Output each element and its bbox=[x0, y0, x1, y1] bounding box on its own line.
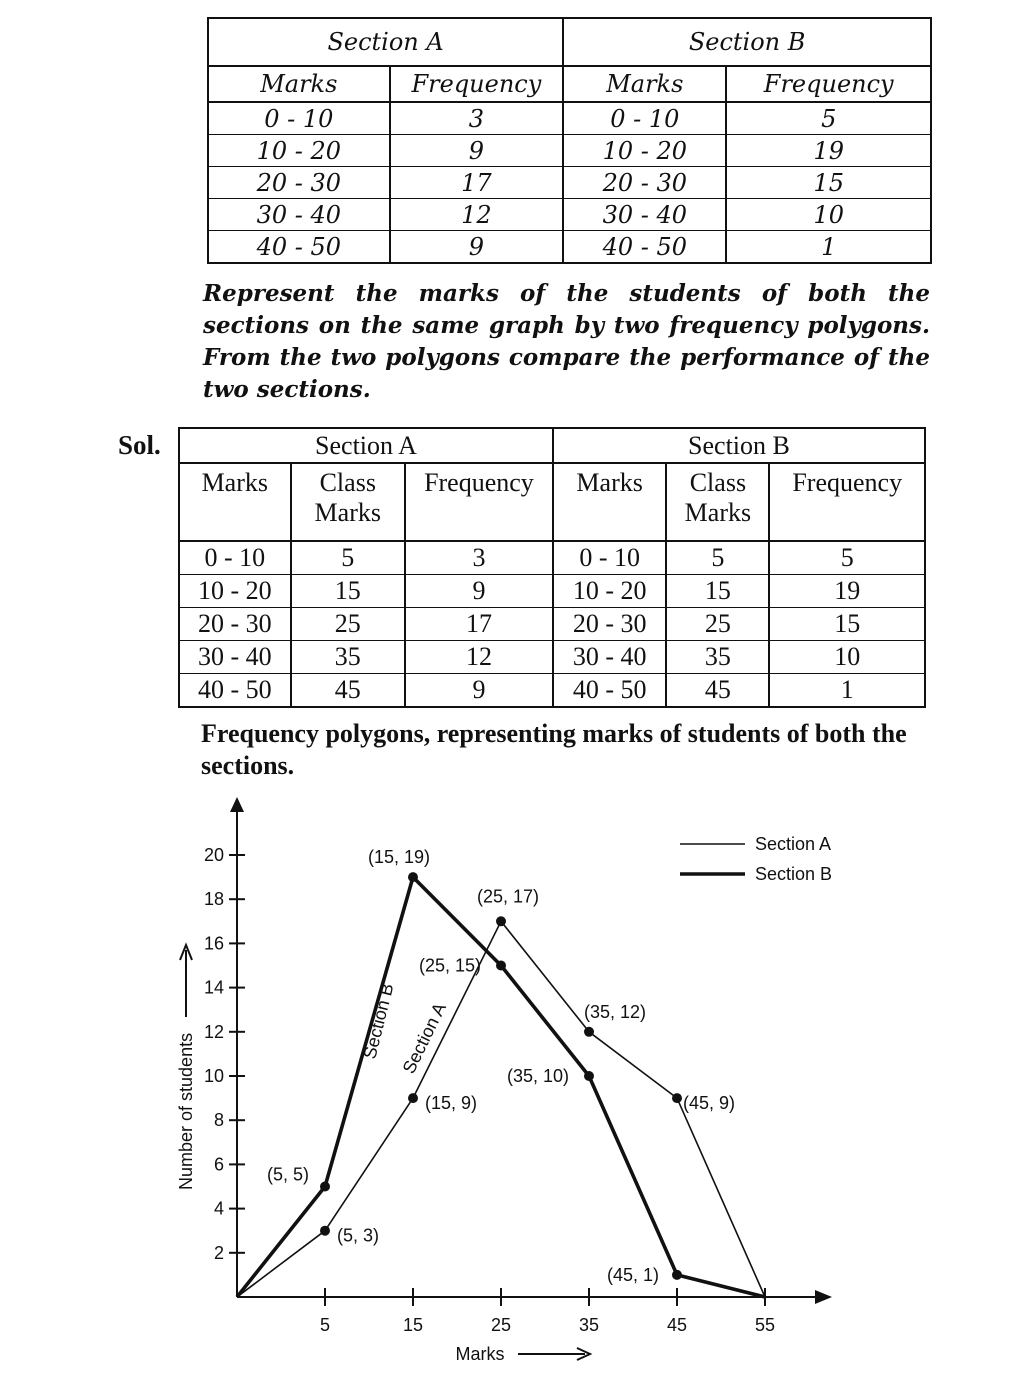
y-tick-label: 12 bbox=[203, 1021, 224, 1042]
section-a-header: Section A bbox=[179, 428, 553, 463]
table-cell: 45 bbox=[291, 674, 405, 708]
section-a-header: Section A bbox=[208, 18, 563, 66]
table-cell: 40 - 50 bbox=[208, 231, 390, 264]
y-axis-arrow-icon bbox=[230, 797, 244, 812]
data-point bbox=[320, 1226, 330, 1236]
data-label: (15, 9) bbox=[425, 1093, 478, 1114]
data-label: (25, 17) bbox=[477, 886, 540, 907]
data-point bbox=[584, 1071, 594, 1081]
data-point bbox=[672, 1270, 682, 1280]
table-cell: 5 bbox=[726, 102, 931, 135]
table-cell: 10 - 20 bbox=[553, 575, 666, 608]
table-cell: 10 - 20 bbox=[208, 135, 390, 167]
table-cell: 17 bbox=[390, 167, 564, 199]
y-tick-label: 18 bbox=[203, 889, 224, 910]
table-cell: 15 bbox=[291, 575, 405, 608]
y-tick-label: 2 bbox=[213, 1242, 224, 1263]
table-cell: 20 - 30 bbox=[179, 608, 291, 641]
table-cell: 40 - 50 bbox=[179, 674, 291, 708]
table-cell: 0 - 10 bbox=[179, 541, 291, 575]
table-cell: 30 - 40 bbox=[208, 199, 390, 231]
x-tick-label: 15 bbox=[402, 1315, 424, 1335]
column-header: Marks bbox=[563, 66, 726, 102]
data-point bbox=[584, 1027, 594, 1037]
column-header: Frequency bbox=[405, 463, 553, 541]
table-cell: 12 bbox=[405, 641, 553, 674]
x-axis-arrow-icon bbox=[815, 1290, 832, 1304]
column-header: Frequency bbox=[769, 463, 925, 541]
table-cell: 15 bbox=[769, 608, 925, 641]
table-cell: 9 bbox=[390, 231, 564, 264]
column-header: Class Marks bbox=[291, 463, 405, 541]
table-cell: 17 bbox=[405, 608, 553, 641]
table-cell: 0 - 10 bbox=[563, 102, 726, 135]
legend-label-section-b: Section B bbox=[755, 864, 833, 884]
table-cell: 20 - 30 bbox=[563, 167, 726, 199]
data-label: (35, 12) bbox=[584, 1001, 647, 1022]
table-cell: 9 bbox=[405, 575, 553, 608]
y-tick-label: 4 bbox=[213, 1198, 224, 1219]
x-label-arrow-icon bbox=[518, 1348, 590, 1360]
table-cell: 1 bbox=[726, 231, 931, 264]
x-tick-label: 5 bbox=[319, 1315, 331, 1335]
data-label: (5, 3) bbox=[337, 1225, 380, 1246]
table-cell: 15 bbox=[666, 575, 769, 608]
table-cell: 12 bbox=[390, 199, 564, 231]
graph-caption: Frequency polygons, representing marks of students of both the sections. bbox=[201, 719, 907, 780]
data-point bbox=[496, 961, 506, 971]
data-label: (35, 10) bbox=[507, 1066, 570, 1086]
column-header: Marks bbox=[179, 463, 291, 541]
table-cell: 10 - 20 bbox=[179, 575, 291, 608]
column-header: Frequency bbox=[726, 66, 931, 102]
table-cell: 19 bbox=[726, 135, 931, 167]
legend-label-section-a: Section A bbox=[755, 834, 832, 854]
y-tick-label: 14 bbox=[203, 977, 224, 998]
table-cell: 25 bbox=[666, 608, 769, 641]
table-cell: 19 bbox=[769, 575, 925, 608]
table-cell: 5 bbox=[291, 541, 405, 575]
table-cell: 20 - 30 bbox=[208, 167, 390, 199]
table-cell: 20 - 30 bbox=[553, 608, 666, 641]
table-cell: 3 bbox=[390, 102, 564, 135]
x-tick-label: 45 bbox=[666, 1315, 688, 1335]
x-tick-label: 55 bbox=[754, 1315, 776, 1335]
table-cell: 30 - 40 bbox=[179, 641, 291, 674]
column-header: Frequency bbox=[390, 66, 564, 102]
table-cell: 10 bbox=[726, 199, 931, 231]
table-cell: 45 bbox=[666, 674, 769, 708]
table-cell: 25 bbox=[291, 608, 405, 641]
table-cell: 35 bbox=[666, 641, 769, 674]
table-cell: 0 - 10 bbox=[208, 102, 390, 135]
data-point bbox=[408, 1093, 418, 1103]
data-label: (5, 5) bbox=[267, 1164, 310, 1185]
data-point bbox=[320, 1182, 330, 1192]
data-label: (45, 9) bbox=[683, 1093, 736, 1114]
table-cell: 30 - 40 bbox=[553, 641, 666, 674]
data-label: (45, 1) bbox=[607, 1264, 660, 1285]
x-tick-label: 35 bbox=[578, 1315, 600, 1335]
table-cell: 35 bbox=[291, 641, 405, 674]
column-header: Marks bbox=[208, 66, 390, 102]
series-b-line-label: Section B bbox=[359, 981, 398, 1061]
data-label: (15, 19) bbox=[368, 847, 431, 868]
table-cell: 10 bbox=[769, 641, 925, 674]
x-tick-label: 25 bbox=[490, 1315, 512, 1335]
y-tick-label: 10 bbox=[203, 1066, 224, 1086]
table-cell: 9 bbox=[405, 674, 553, 708]
sol-label: Sol. bbox=[118, 430, 161, 460]
y-tick-label: 20 bbox=[203, 845, 224, 865]
table-cell: 40 - 50 bbox=[553, 674, 666, 708]
data-point bbox=[408, 872, 418, 882]
series-line-section-b bbox=[237, 877, 765, 1297]
question-text: Represent the marks of the students of both the sections on the same graph by two frequency polygons. From the two polygons compare the performance of the two sections. bbox=[203, 280, 930, 403]
section-b-header: Section B bbox=[563, 18, 931, 66]
table-cell: 10 - 20 bbox=[563, 135, 726, 167]
table-cell: 3 bbox=[405, 541, 553, 575]
table-cell: 9 bbox=[390, 135, 564, 167]
data-point bbox=[496, 916, 506, 926]
table-cell: 5 bbox=[769, 541, 925, 575]
table-cell: 0 - 10 bbox=[553, 541, 666, 575]
y-tick-label: 8 bbox=[213, 1110, 224, 1131]
table-cell: 30 - 40 bbox=[563, 199, 726, 231]
section-b-header: Section B bbox=[553, 428, 925, 463]
y-tick-label: 16 bbox=[203, 933, 224, 954]
data-point bbox=[672, 1093, 682, 1103]
y-tick-label: 6 bbox=[213, 1154, 224, 1175]
column-header: Class Marks bbox=[666, 463, 769, 541]
y-label-arrow-icon bbox=[180, 945, 192, 1017]
series-a-line-label: Section A bbox=[398, 999, 450, 1077]
table-cell: 40 - 50 bbox=[563, 231, 726, 264]
data-label: (25, 15) bbox=[419, 955, 482, 976]
y-axis-label: Number of students bbox=[176, 1032, 196, 1190]
x-axis-label: Marks bbox=[455, 1344, 505, 1364]
table-cell: 1 bbox=[769, 674, 925, 708]
table-cell: 15 bbox=[726, 167, 931, 199]
table-cell: 5 bbox=[666, 541, 769, 575]
column-header: Marks bbox=[553, 463, 666, 541]
